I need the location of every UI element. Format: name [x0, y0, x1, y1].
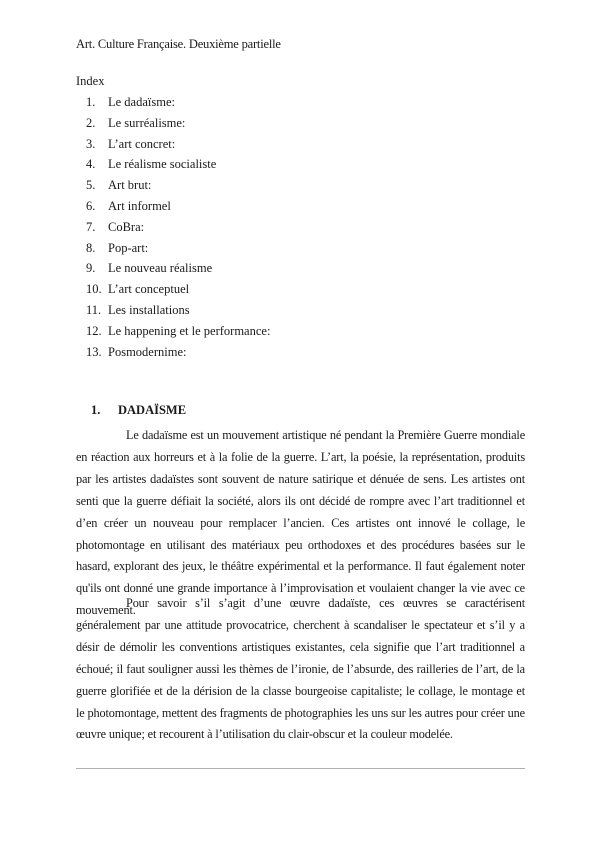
index-item-label: Le surréalisme:: [108, 115, 186, 130]
index-item: [86, 92, 270, 113]
section-number: 1.: [91, 403, 101, 417]
index-item-label: Art informel: [108, 198, 171, 213]
index-item-label: Le happening et le performance:: [108, 323, 271, 338]
index-item-number: 1.: [86, 95, 96, 109]
index-item-number: 11.: [86, 302, 102, 317]
index-item-number: 3.: [86, 136, 96, 151]
index-item-number: 2.: [86, 115, 96, 130]
index-item: [86, 217, 270, 238]
index-item-label: L’art conceptuel: [108, 282, 190, 297]
index-item-number: 5.: [86, 178, 96, 193]
index-item-number: 7.: [86, 219, 96, 234]
index-item: [86, 175, 270, 196]
index-item: [86, 300, 270, 321]
index-item-label: Pop-art:: [108, 240, 149, 255]
document-title: Art. Culture Française. Deuxième partielle: [76, 37, 281, 51]
index-item: [86, 279, 270, 300]
index-item: [86, 154, 270, 175]
index-item-number: 12.: [86, 323, 102, 338]
index-item: [86, 321, 270, 342]
index-item-number: 6.: [86, 198, 96, 213]
index-item-label: Le réalisme socialiste: [108, 157, 217, 172]
section-heading: [91, 403, 186, 418]
index-item-number: 13.: [86, 344, 102, 359]
index-item: [86, 134, 270, 155]
index-item-label: CoBra:: [108, 219, 145, 234]
index-item-label: Le dadaïsme:: [108, 95, 175, 109]
index-item: [86, 238, 270, 259]
index-item-number: 10.: [86, 282, 102, 297]
index-item-number: 8.: [86, 240, 96, 255]
index-item: [86, 113, 270, 134]
paragraph: Le dadaïsme est un mouvement artistique né pendant la Première Guerre mondiale en réaction aux horreurs et à la folie de la guerre. L’art, la poésie, la représentation, produits par les artistes dadaïstes sont souvent de nature satirique et dénuée de sens. Les artistes ont senti que la guerre défiait la société, alors ils ont décidé de rompre avec l’art traditionnel et d’en créer un nouveau pour remplacer l’ancien. Ces artistes ont innové le collage, le photomontage en utilisant des matériaux peu orthodoxes et des procédures basées sur le hasard, explorant des jeux, le théâtre expérimental et la performance. Il faut également noter qu'ils ont donné une grande importance à l’improvisation et voulaient changer la vie avec ce mouvement.: [76, 428, 525, 618]
index-item-label: Les installations: [108, 302, 190, 317]
paragraph: Pour savoir s’il s’agit d’une œuvre dadaïste, ces œuvres se caractérisent généralement par une attitude provocatrice, cherchent à scandaliser le spectateur et s’il y a désir de démolir les conventions artistiques existantes, cela signifie que l’art traditionnel a échoué; il faut souligner aussi les thèmes de l’ironie, de l’absurde, des railleries de l’art, de la guerre glorifiée et de la dérision de la classe bourgeoise capitaliste; le collage, le montage et le photomontage, mettent des fragments de photographies les uns sur les autres pour créer une œuvre unique; et recourent à l’utilisation du clair-obscur et la couleur modelée.: [76, 596, 525, 742]
index-item-label: L’art concret:: [108, 136, 176, 151]
index-item-number: 4.: [86, 157, 96, 172]
index-item: [86, 196, 270, 217]
page-bottom-rule: [76, 768, 525, 769]
index-item-label: Posmodernime:: [108, 344, 187, 359]
index-item-number: 9.: [86, 261, 96, 276]
index-item-label: Le nouveau réalisme: [108, 261, 213, 276]
index-list: [86, 92, 270, 362]
index-item-label: Art brut:: [108, 178, 152, 193]
index-item: [86, 258, 270, 279]
index-item: [86, 342, 270, 363]
section-title: DADAÏSME: [118, 403, 187, 417]
index-heading: Index: [76, 74, 105, 88]
